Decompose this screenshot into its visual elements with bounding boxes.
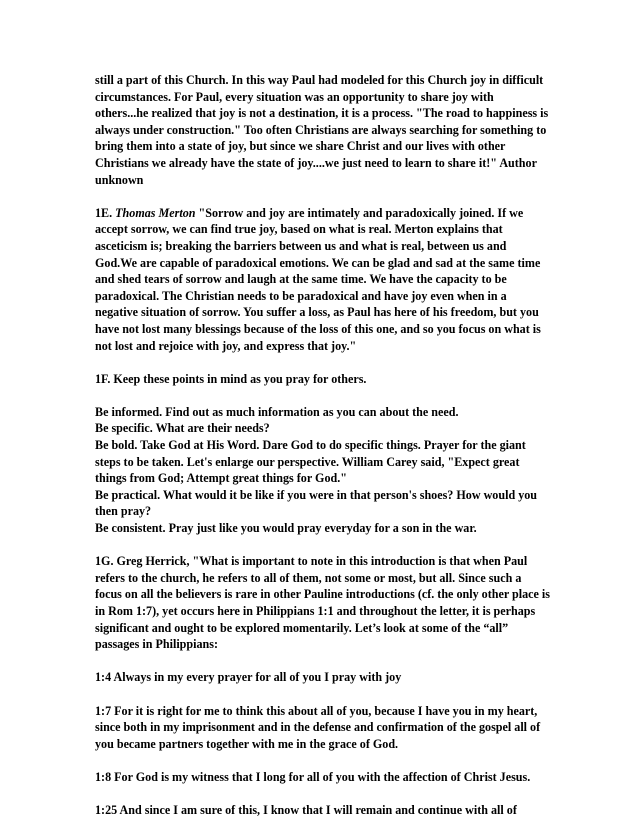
document-body <box>95 72 550 835</box>
prayer-point-bold: Be bold. Take God at His Word. Dare God to do specific things. Prayer for the giant steps to be taken. Let's enlarge our perspective. William Carey said, "Expect great things from God; Attempt great things for God." <box>95 438 526 486</box>
paragraph-joy-circumstances: still a part of this Church. In this way Paul had modeled for this Church joy in difficult circumstances. For Paul, every situation was an opportunity to share joy with others...he realized that joy is not a destination, it is a process. "The road to happiness is always under construction." Too often Christians are always searching for something to bring them into a state of joy, but since we share Christ and our lives with other Christians we already have the state of joy....we just need to learn to share it!" Author unknown <box>95 73 549 187</box>
paragraph-1e-merton <box>95 205 550 354</box>
verse-1-25: 1:25 And since I am sure of this, I know that I will remain and continue with all of <box>95 803 517 818</box>
verse-1-8: 1:8 For God is my witness that I long for all of you with the affection of Christ Jesus. <box>95 769 531 784</box>
verse-1-4: 1:4 Always in my every prayer for all of you I pray with joy <box>95 670 402 685</box>
prayer-point-practical: Be practical. What would it be like if you were in that person's shoes? How would you then pray? <box>95 487 538 519</box>
prayer-point-informed: Be informed. Find out as much information as you can about the need. <box>95 404 459 419</box>
prayer-points-list <box>95 404 550 537</box>
prayer-point-specific: Be specific. What are their needs? <box>95 421 270 436</box>
paragraph-1e-body: "Sorrow and joy are intimately and paradoxically joined. If we accept sorrow, we can find true joy, based on what is real. Merton explains that asceticism is; breaking the barriers between us and what is real, between us and God.We are capable of paradoxical emotions. We can be glad and sad at the same time and shed tears of sorrow and laugh at the same time. We have the capacity to be paradoxical. The Christian needs to be paradoxical and have joy even when in a negative situation of sorrow. You suffer a loss, as Paul has here of his freedom, but you have not lost many blessings because of the loss of this one, and so you focus on what is not lost and rejoice with joy, and express that joy." <box>95 205 541 353</box>
prayer-point-consistent: Be consistent. Pray just like you would pray everyday for a son in the war. <box>95 521 477 536</box>
paragraph-1g-herrick: 1G. Greg Herrick, "What is important to note in this introduction is that when Paul refers to the church, he refers to all of them, not some or most, but all. Since such a focus on all the believers is rare in other Pauline introductions (cf. the only other place is in Rom 1:7), yet occurs here in Philippians 1:1 and throughout the letter, it is perhaps significant and ought to be explored momentarily. Let’s look at some of the “all” passages in Philippians: <box>95 554 550 652</box>
author-name-merton: Thomas Merton <box>115 205 199 220</box>
verse-1-7: 1:7 For it is right for me to think this about all of you, because I have you in my heart, since both in my imprisonment and in the defense and confirmation of the gospel all of you became partners together with me in the grace of God. <box>95 703 541 751</box>
paragraph-1f-heading: 1F. Keep these points in mind as you pray for others. <box>95 371 367 386</box>
paragraph-1e-label: 1E. <box>95 205 116 220</box>
